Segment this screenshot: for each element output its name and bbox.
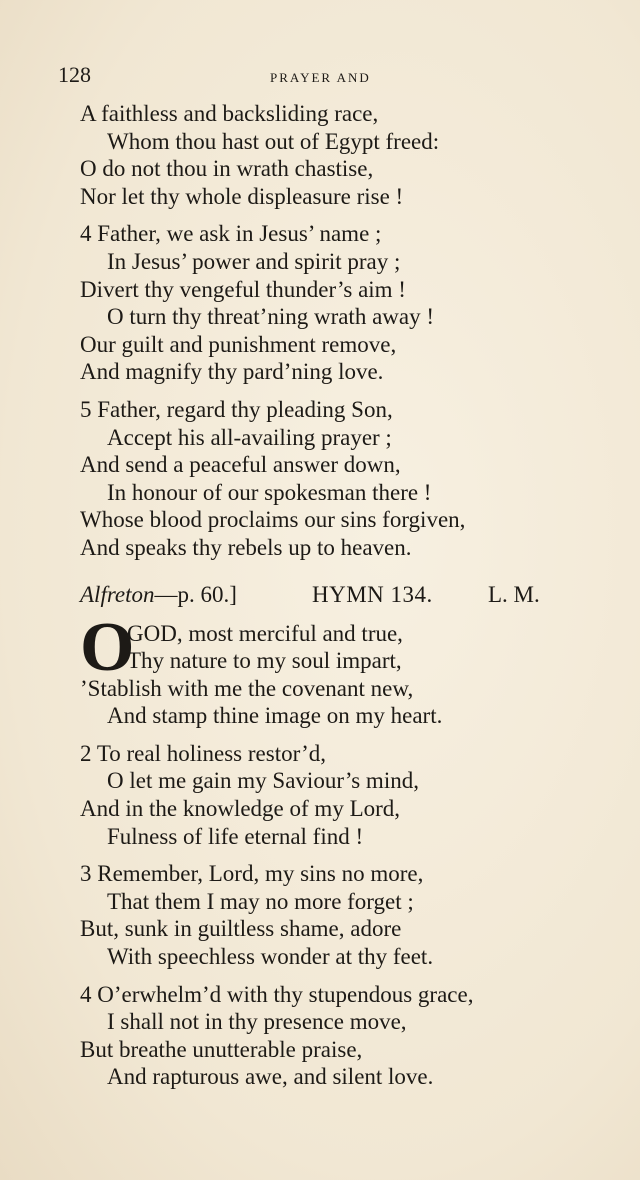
- drop-cap: O: [80, 608, 135, 686]
- verse-line: And speaks thy rebels up to heaven.: [80, 534, 412, 560]
- verse-line: With speechless wonder at thy feet.: [107, 944, 434, 970]
- verse-line: But breathe unutterable praise,: [80, 1036, 363, 1062]
- running-head: PRAYER AND: [270, 70, 371, 85]
- verse-line: 3 Remember, Lord, my sins no more,: [80, 861, 424, 887]
- verse-line: 5 Father, regard thy pleading Son,: [80, 396, 393, 422]
- stanza: [80, 220, 610, 386]
- verse-line: That them I may no more forget ;: [107, 888, 414, 914]
- verse-line: And stamp thine image on my heart.: [107, 703, 443, 729]
- tune-reference: —p. 60.]: [154, 581, 237, 607]
- hymn-stanzas: [80, 740, 610, 1091]
- stanza: [80, 396, 610, 562]
- verse-line: In Jesus’ power and spirit pray ;: [107, 248, 401, 274]
- verse-line: O turn thy threat’ning wrath away !: [107, 304, 435, 330]
- verse-line: Whom thou hast out of Egypt freed:: [107, 128, 440, 154]
- verse-line: In honour of our spokesman there !: [107, 479, 432, 505]
- page-content: [80, 100, 610, 1101]
- tune-name: Alfreton: [80, 581, 155, 607]
- stanza: [80, 740, 610, 850]
- previous-hymn-stanzas: [80, 100, 610, 562]
- verse-line: 4 O’erwhelm’d with thy stupendous grace,: [80, 981, 474, 1007]
- verse-line: Thy nature to my soul impart,: [127, 648, 402, 674]
- stanza: [80, 860, 610, 970]
- page-header: [58, 62, 610, 92]
- verse-line: Whose blood proclaims our sins forgiven,: [80, 507, 466, 533]
- hymn-title: HYMN 134.: [312, 581, 433, 607]
- verse-line: And send a peaceful answer down,: [80, 452, 401, 478]
- verse-line: And in the knowledge of my Lord,: [80, 796, 401, 822]
- verse-line: GOD, most merciful and true,: [127, 620, 403, 646]
- hymn-heading: [80, 580, 610, 610]
- hymn-meter: L. M.: [488, 581, 540, 607]
- stanza: [80, 981, 610, 1091]
- verse-line: A faithless and backsliding race,: [80, 101, 379, 126]
- stanza: [80, 100, 610, 210]
- verse-line: I shall not in thy presence move,: [107, 1009, 407, 1035]
- verse-line: And rapturous awe, and silent love.: [107, 1064, 434, 1090]
- verse-line: Accept his all-availing prayer ;: [107, 424, 392, 450]
- page-number: 128: [58, 62, 91, 87]
- verse-line: And magnify thy pard’ning love.: [80, 359, 384, 385]
- verse-line: Divert thy vengeful thunder’s aim !: [80, 276, 406, 302]
- hymn-first-stanza: [80, 608, 610, 730]
- verse-line: ’Stablish with me the covenant new,: [80, 675, 414, 701]
- verse-line: Our guilt and punishment remove,: [80, 331, 397, 357]
- verse-line: But, sunk in guiltless shame, adore: [80, 916, 402, 942]
- verse-line: 4 Father, we ask in Jesus’ name ;: [80, 221, 382, 247]
- verse-line: Nor let thy whole displeasure rise !: [80, 183, 404, 209]
- verse-line: 2 To real holiness restor’d,: [80, 740, 327, 766]
- verse-line: O let me gain my Saviour’s mind,: [107, 768, 419, 794]
- verse-line: Fulness of life eternal find !: [107, 823, 364, 849]
- verse-line: O do not thou in wrath chastise,: [80, 156, 374, 182]
